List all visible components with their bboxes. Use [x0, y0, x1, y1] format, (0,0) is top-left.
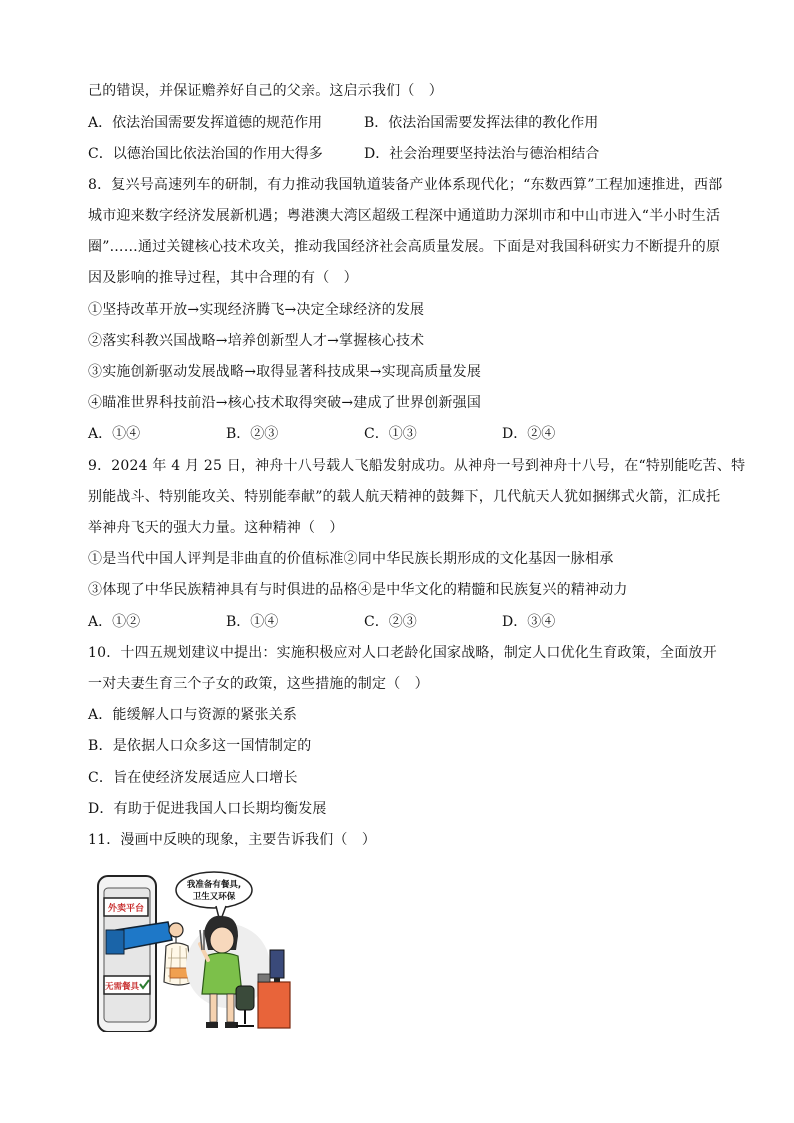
desk	[258, 982, 290, 1028]
q10-option-d: D．有助于促进我国人口长期均衡发展	[88, 801, 327, 817]
q8-item-2: ②落实科教兴国战略→培养创新型人才→掌握核心技术	[88, 333, 425, 349]
speech-text-line1: 我准备有餐具,	[186, 880, 242, 890]
sleeve-cuff	[106, 930, 124, 954]
q11-stem: 11．漫画中反映的现象，主要告诉我们（ ）	[88, 832, 377, 848]
q8-option-b: B．②③	[226, 426, 279, 442]
keyboard	[258, 974, 270, 982]
computer-monitor	[270, 950, 284, 978]
q7-option-d: D．社会治理要坚持法治与德治相结合	[364, 146, 600, 162]
q7-option-c: C．以德治国比依法治国的作用大得多	[88, 146, 323, 162]
q8-stem-line: 城市迎来数字经济发展新机遇；粤港澳大湾区超级工程深中通道助力深圳市和中山市进入“半小时生活	[88, 208, 721, 224]
food-box	[170, 968, 188, 978]
q7-option-a: A．依法治国需要发挥道德的规范作用	[88, 115, 323, 131]
q9-stem-line: 9．2024 年 4 月 25 日，神舟十八号载人飞船发射成功。从神舟一号到神舟十八号，在“特别能吃苦、特	[88, 458, 746, 474]
q8-stem-line: 圈”……通过关键核心技术攻关，推动我国经济社会高质量发展。下面是对我国科研实力不断提升的原	[88, 239, 721, 255]
q9-item-12: ①是当代中国人评判是非曲直的价值标准②同中华民族长期形成的文化基因一脉相承	[88, 551, 614, 567]
office-chair	[236, 986, 254, 1010]
cartoon-illustration	[96, 870, 292, 1032]
platform-label: 外卖平台	[107, 904, 145, 914]
q8-option-c: C．①③	[364, 426, 417, 442]
q9-stem-line: 举神舟飞天的强大力量。这种精神（ ）	[88, 520, 344, 536]
speech-bubble	[176, 872, 252, 908]
q8-stem-line: 因及影响的推导过程，其中合理的有（ ）	[88, 270, 358, 286]
q7-option-b: B．依法治国需要发挥法律的教化作用	[364, 115, 599, 131]
q9-stem-line: 别能战斗、特别能攻关、特别能奉献”的载人航天精神的鼓舞下，几代航天人犹如捆绑式火箭，汇成托	[88, 489, 721, 505]
q9-item-34: ③体现了中华民族精神具有与时俱进的品格④是中华文化的精髓和民族复兴的精神动力	[88, 582, 628, 598]
hand	[169, 923, 183, 937]
q9-option-d: D．③④	[502, 614, 556, 630]
q8-option-a: A．①④	[88, 426, 141, 442]
no-utensils-label: 无需餐具	[104, 982, 140, 992]
woman-face	[210, 927, 234, 953]
q8-stem-line: 8．复兴号高速列车的研制，有力推动我国轨道装备产业体系现代化；“东数西算”工程加速推进，西部	[88, 177, 723, 193]
q9-option-b: B．①④	[226, 614, 279, 630]
q8-option-d: D．②④	[502, 426, 556, 442]
speech-text-line2: 卫生又环保	[192, 892, 236, 902]
q10-stem-line: 10．十四五规划建议中提出：实施积极应对人口老龄化国家战略，制定人口优化生育政策，全面放开	[88, 645, 717, 661]
q10-option-c: C．旨在使经济发展适应人口增长	[88, 770, 298, 786]
q8-item-3: ③实施创新驱动发展战略→取得显著科技成果→实现高质量发展	[88, 364, 482, 380]
q10-stem-line: 一对夫妻生育三个子女的政策，这些措施的制定（ ）	[88, 676, 429, 692]
q8-item-4: ④瞄准世界科技前沿→核心技术取得突破→建成了世界创新强国	[88, 395, 482, 411]
q9-option-c: C．②③	[364, 614, 417, 630]
q8-item-1: ①坚持改革开放→实现经济腾飞→决定全球经济的发展	[88, 302, 425, 318]
q9-option-a: A．①②	[88, 614, 141, 630]
q10-option-b: B．是依据人口众多这一国情制定的	[88, 738, 312, 754]
q10-option-a: A．能缓解人口与资源的紧张关系	[88, 707, 298, 723]
q7-stem-tail: 己的错误，并保证赡养好自己的父亲。这启示我们（ ）	[88, 83, 443, 99]
